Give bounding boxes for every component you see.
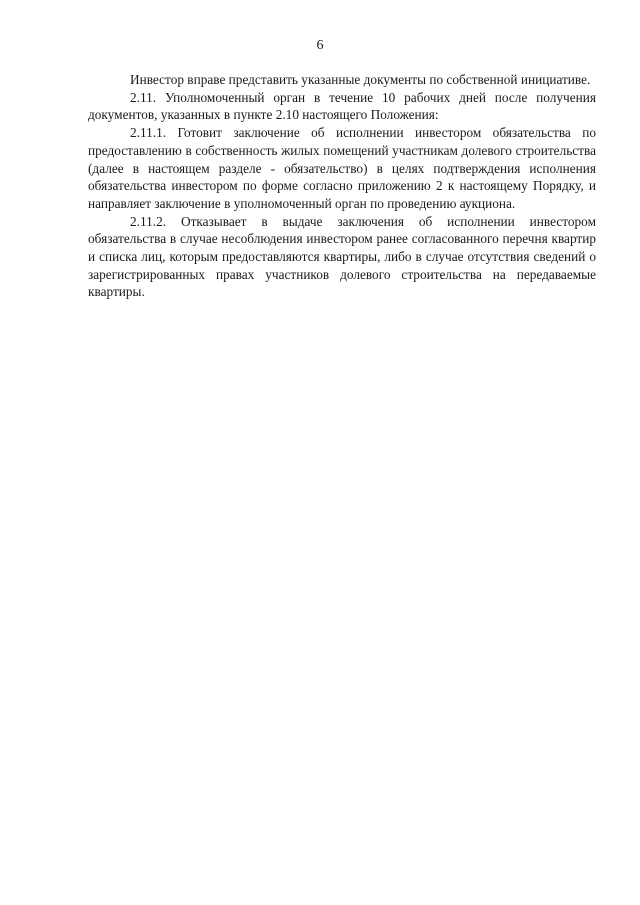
paragraph-investor-documents: Инвестор вправе представить указанные документы по собственной инициативе. xyxy=(130,72,591,87)
page-number: 6 xyxy=(316,38,324,53)
document-body xyxy=(88,71,596,301)
paragraph-2-11-1: 2.11.1. Готовит заключение об исполнении инвестором обязательства по предоставлению в собственность жилых помещений участникам долевого строительства (далее в настоящем разделе - обязательство) в целях подтверждения исполнения обязательства инвестором по форме согласно приложению 2 к настоящему Порядку, и направляет заключение в уполномоченный орган по проведению аукциона. xyxy=(88,125,596,211)
paragraph-2-11-2: 2.11.2. Отказывает в выдаче заключения об исполнении инвестором обязательства в случае несоблюдения инвестором ранее согласованного перечня квартир и списка лиц, которым предоставляются квартиры, либо в случае отсутствия сведений о зарегистрированных правах участников долевого строительства на передаваемые квартиры. xyxy=(88,213,596,300)
paragraph-2-11: 2.11. Уполномоченный орган в течение 10 рабочих дней после получения документов, указанных в пункте 2.10 настоящего Положения: xyxy=(88,89,596,123)
